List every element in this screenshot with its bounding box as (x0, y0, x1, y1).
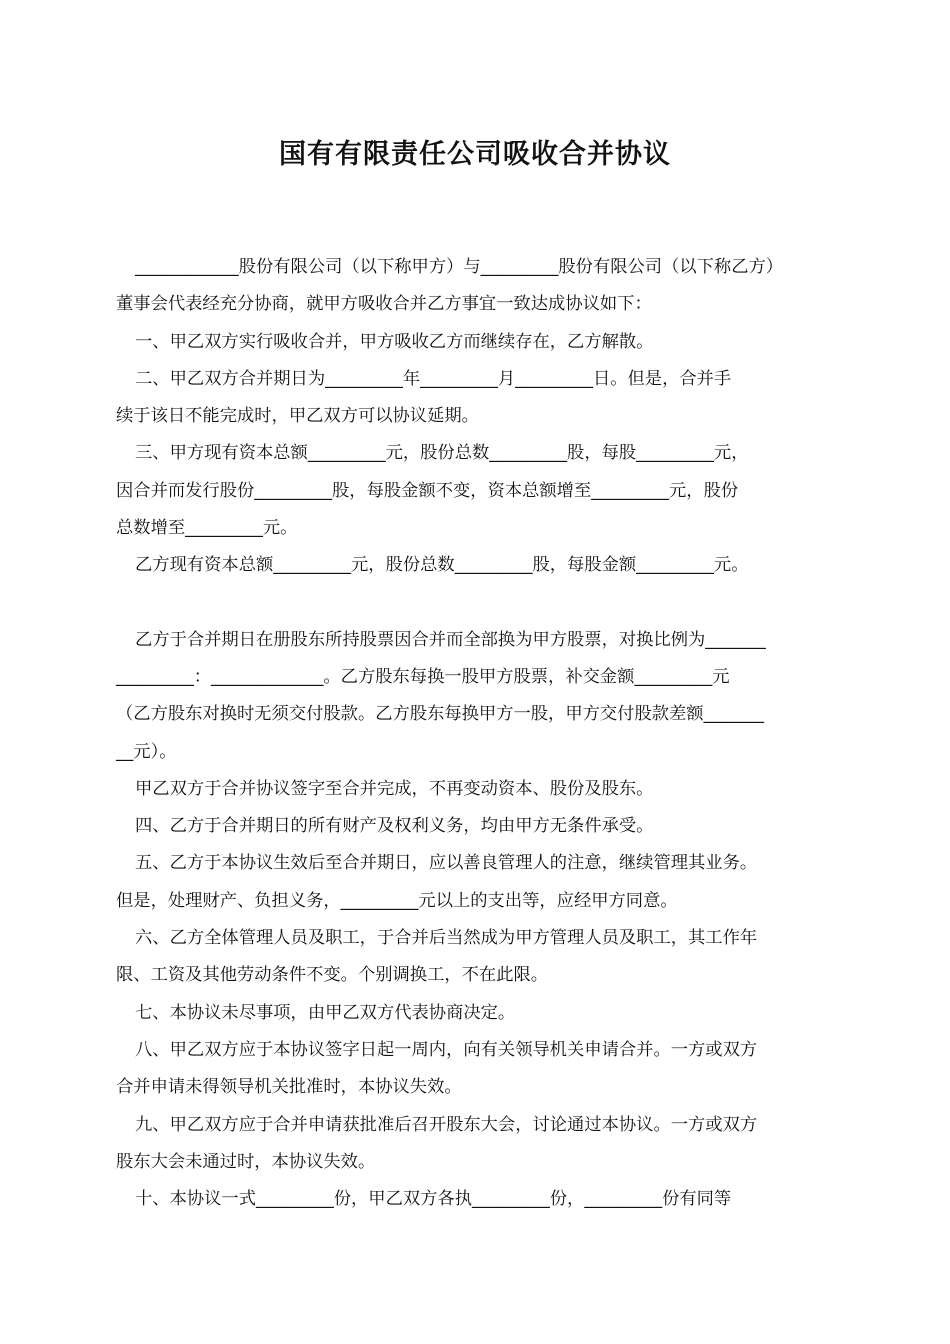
text-line: 十、本协议一式_________份，甲乙双方各执_________份，_________份有同等 (135, 1189, 732, 1210)
text-line: 总数增至_________元。 (116, 518, 298, 539)
text-line: 限、工资及其他劳动条件不变。个别调换工，不在此限。 (116, 965, 549, 986)
text-line: 五、乙方于本协议生效后至合并期日，应以善良管理人的注意，继续管理其业务。 (135, 853, 758, 874)
text-line: 九、甲乙双方应于合并申请获批准后召开股东大会，讨论通过本协议。一方或双方 (135, 1114, 758, 1135)
text-line: 四、乙方于合并期日的所有财产及权利义务，均由甲方无条件承受。 (135, 816, 654, 837)
text-line: 三、甲方现有资本总额_________元，股份总数_________股，每股_________元， (135, 443, 749, 464)
text-line: 七、本协议未尽事项，由甲乙双方代表协商决定。 (135, 1002, 516, 1023)
document-title: 国有有限责任公司吸收合并协议 (279, 139, 671, 170)
text-line: __元）。 (116, 741, 177, 762)
text-line: 六、乙方全体管理人员及职工，于合并后当然成为甲方管理人员及职工，其工作年 (135, 928, 758, 949)
text-line: 合并申请未得领导机关批准时，本协议失效。 (116, 1077, 462, 1098)
text-line: （乙方股东对换时无须交付股款。乙方股东每换甲方一股，甲方交付股款差额_______ (116, 704, 765, 725)
paragraph-gap (116, 585, 848, 622)
text-line: 甲乙双方于合并协议签字至合并完成，不再变动资本、股份及股东。 (135, 778, 654, 799)
text-line: 续于该日不能完成时，甲乙双方可以协议延期。 (116, 406, 479, 427)
text-line: 董事会代表经充分协商，就甲方吸收合并乙方事宜一致达成协议如下： (116, 294, 652, 315)
text-line: 二、甲乙双方合并期日为_________年_________月_________日。但是，合并手 (135, 368, 732, 389)
text-line: ____________股份有限公司（以下称甲方）与_________股份有限公司（以下称乙方） (135, 257, 784, 277)
text-line: 因合并而发行股份_________股，每股金额不变，资本总额增至_________元，股份 (116, 480, 739, 501)
document-body (116, 249, 848, 1218)
text-line: 但是，处理财产、负担义务，_________元以上的支出等，应经甲方同意。 (116, 890, 678, 911)
text-line: 一、甲乙双方实行吸收合并，甲方吸收乙方而继续存在，乙方解散。 (135, 331, 654, 352)
text-line: 乙方现有资本总额_________元，股份总数_________股，每股金额_________元。 (135, 555, 749, 576)
text-line: 八、甲乙双方应于本协议签字日起一周内，向有关领导机关申请合并。一方或双方 (135, 1039, 758, 1060)
text-line: 股东大会未通过时，本协议失效。 (116, 1151, 376, 1172)
text-line: _________：_____________。乙方股东每换一股甲方股票，补交金额_________元 (116, 666, 730, 687)
text-line: 乙方于合并期日在册股东所持股票因合并而全部换为甲方股票，对换比例为_______ (135, 629, 766, 650)
